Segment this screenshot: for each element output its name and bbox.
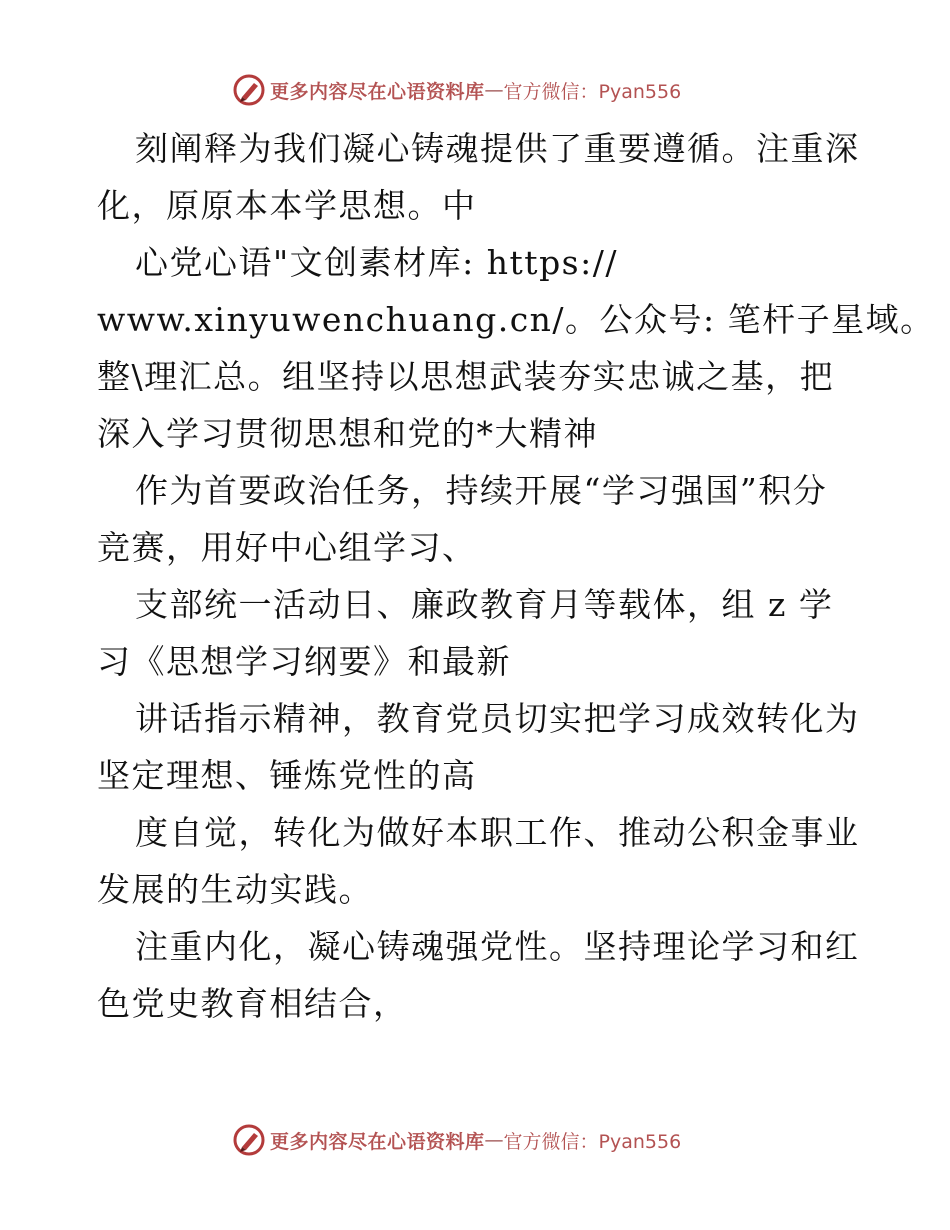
text-line: 发展的生动实践。 (97, 870, 373, 909)
text-line: 化，原原本本学思想。中 (97, 186, 477, 225)
header-separator: — (484, 79, 504, 101)
text-line: 色党史教育相结合， (97, 984, 408, 1023)
text-line: 支部统一活动日、廉政教育月等载体，组 z 学 (135, 585, 834, 624)
text-line: 习《思想学习纲要》和最新 (97, 642, 511, 681)
text-line: 心党心语"文创素材库: https:// (135, 243, 618, 282)
text-line: www.xinyuwenchuang.cn/。公众号: 笔杆子星域。 (97, 300, 935, 339)
document-body (97, 120, 935, 1032)
footer-banner (232, 1120, 712, 1160)
text-line: 作为首要政治任务，持续开展“学习强国”积分 (135, 471, 828, 510)
footer-brand: 更多内容尽在心语资料库 (270, 1130, 485, 1153)
header-contact: 官方微信：Pyan556 (503, 80, 682, 103)
pen-logo-icon (232, 73, 266, 107)
text-line: 坚定理想、锤炼党性的高 (97, 756, 477, 795)
text-line: 竞赛，用好中心组学习、 (97, 528, 477, 567)
footer-separator: — (484, 1129, 504, 1151)
text-line: 讲话指示精神，教育党员切实把学习成效转化为 (135, 699, 860, 738)
text-line: 深入学习贯彻思想和党的*大精神 (97, 414, 598, 453)
text-line: 刻阐释为我们凝心铸魂提供了重要遵循。注重深 (135, 129, 860, 168)
header-brand: 更多内容尽在心语资料库 (270, 80, 485, 103)
pen-logo-icon (232, 1123, 266, 1157)
text-line: 注重内化，凝心铸魂强党性。坚持理论学习和红 (135, 927, 860, 966)
text-line: 度自觉，转化为做好本职工作、推动公积金事业 (135, 813, 860, 852)
text-line: 整\理汇总。组坚持以思想武装夯实忠诚之基，把 (97, 357, 835, 396)
footer-contact: 官方微信：Pyan556 (503, 1130, 682, 1153)
header-banner (232, 70, 712, 110)
